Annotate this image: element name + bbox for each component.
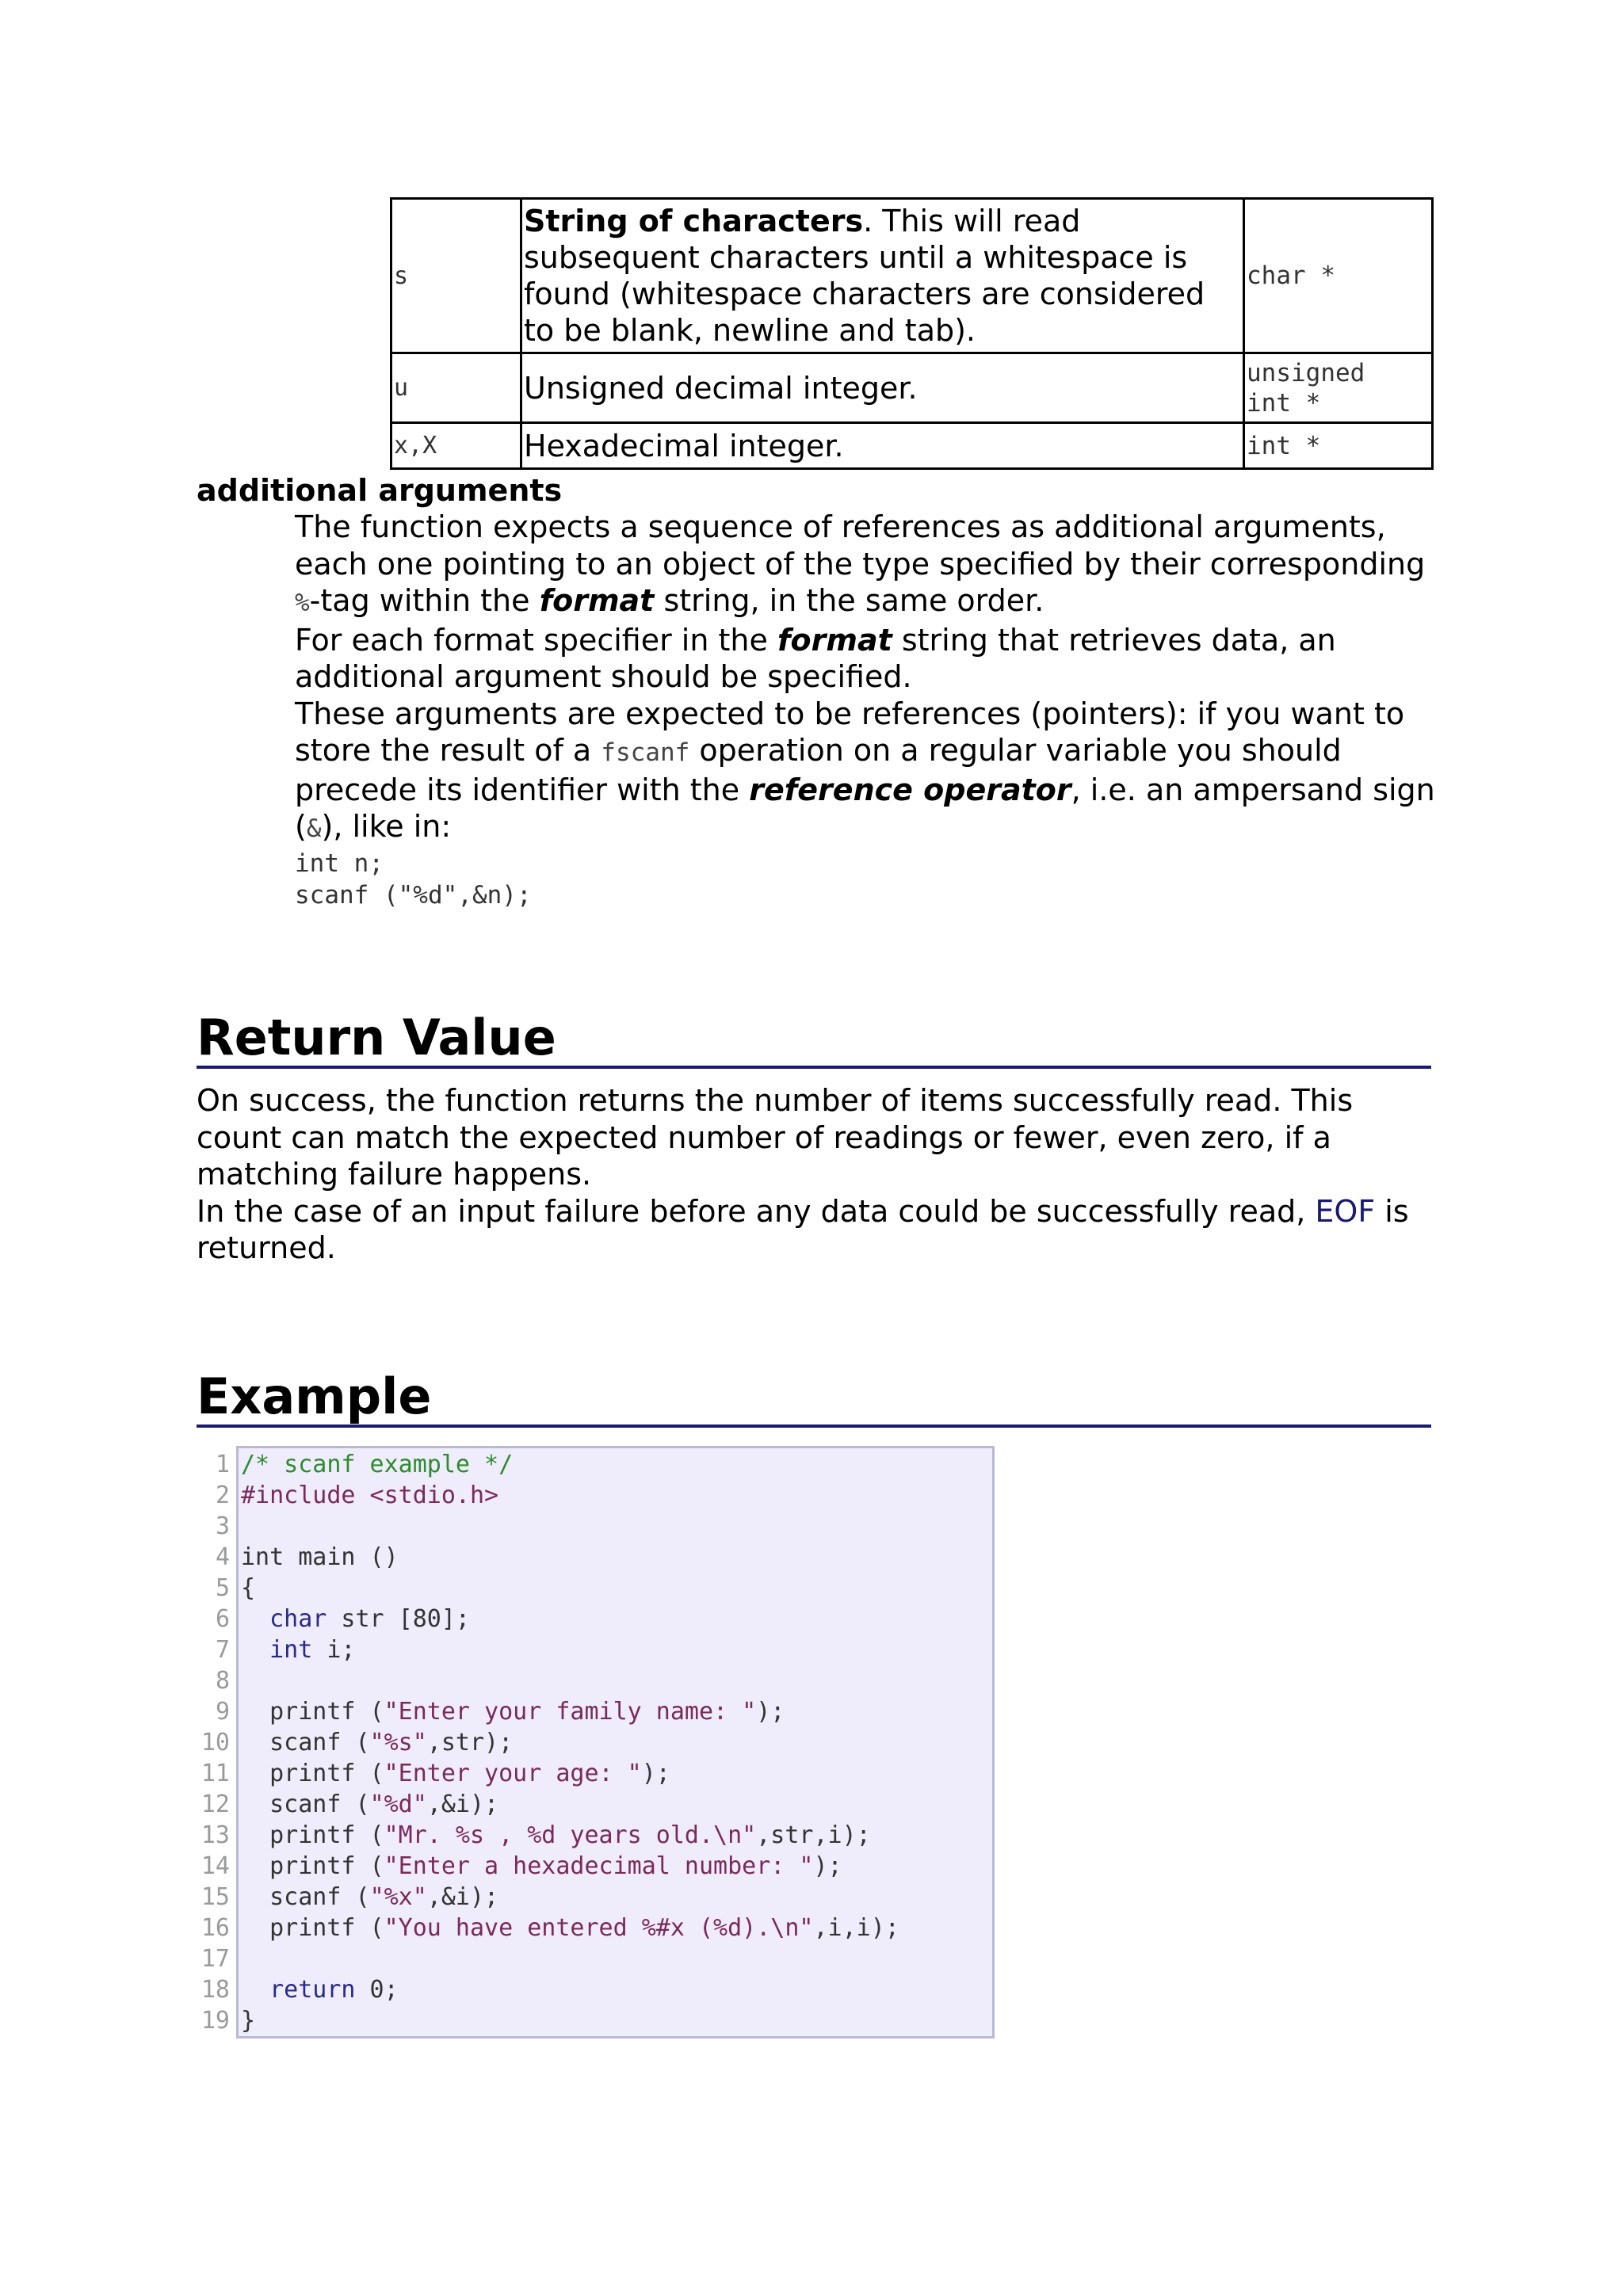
code-text: i; — [312, 1636, 356, 1664]
code-text: scanf ( — [269, 1729, 370, 1756]
line-number: 12 — [200, 1791, 230, 1818]
code-line — [241, 1696, 899, 1727]
paragraph — [295, 509, 1436, 622]
specifier-table — [390, 197, 1434, 470]
code-line — [241, 1943, 899, 1974]
code-line — [241, 1480, 899, 1511]
code-line: int main () — [241, 1543, 399, 1571]
text: is returned. — [197, 1193, 1409, 1265]
keyword: return — [269, 1976, 356, 2004]
code-line — [241, 1789, 899, 1820]
section-heading-example: Example — [197, 1369, 1431, 1428]
line-number: 1 — [215, 1451, 230, 1478]
line-number: 8 — [215, 1667, 230, 1695]
specifier-cell: x,X — [391, 423, 521, 469]
table-row — [391, 353, 1433, 423]
code-text: scanf ( — [269, 1791, 370, 1818]
paragraph — [295, 622, 1436, 696]
code-line — [241, 1727, 899, 1758]
paragraph — [197, 1193, 1433, 1267]
line-number: 4 — [215, 1543, 230, 1571]
parameter-term: additional arguments — [197, 473, 563, 508]
type-cell — [1244, 353, 1433, 423]
code-text: scanf ( — [269, 1883, 370, 1911]
emphasis: format — [539, 583, 655, 618]
section-heading-return-value: Return Value — [197, 1010, 1431, 1069]
paragraph — [295, 696, 1436, 848]
line-number: 11 — [200, 1760, 230, 1787]
code-line — [241, 1974, 899, 2005]
text: string that retrieves data, an additional argument should be specified. — [295, 622, 1336, 694]
code-line — [241, 1882, 899, 1913]
eof-link[interactable]: EOF — [1315, 1193, 1376, 1229]
type-line: int * — [1247, 431, 1321, 460]
description-bold: String of characters — [524, 204, 864, 238]
inline-code: & — [306, 814, 322, 843]
type-line: unsigned — [1247, 358, 1365, 387]
code-snippet — [295, 848, 1436, 911]
line-number: 19 — [200, 2007, 230, 2035]
text: In the case of an input failure before any data could be successfully read, — [197, 1193, 1316, 1229]
string-literal: "Mr. %s , %d years old.\n" — [384, 1821, 757, 1849]
code-listing — [241, 1449, 899, 2036]
code-text: ,i,i); — [813, 1914, 899, 1942]
return-value-text — [197, 1082, 1433, 1267]
line-number: 5 — [215, 1574, 230, 1602]
code-text: printf ( — [269, 1852, 384, 1880]
keyword: int — [269, 1636, 313, 1664]
code-line: { — [241, 1574, 256, 1602]
text: , i.e. an ampersand sign ( — [295, 772, 1435, 844]
code-text: ,&i); — [426, 1791, 499, 1818]
code-text: ,&i); — [426, 1883, 499, 1911]
text: string, in the same order. — [654, 583, 1044, 618]
code-text: printf ( — [269, 1821, 384, 1849]
line-number: 9 — [215, 1698, 230, 1726]
specifier-cell: u — [391, 353, 521, 423]
emphasis: reference operator — [749, 772, 1071, 807]
type-cell — [1244, 199, 1433, 353]
code-text: printf ( — [269, 1760, 384, 1787]
description-text: Unsigned decimal integer. — [524, 370, 918, 406]
code-line: scanf ("%d",&n); — [295, 880, 532, 910]
text: The function expects a sequence of references as additional arguments, each one pointing to an object of the type specified by their corresponding — [295, 509, 1426, 582]
type-line: int * — [1247, 388, 1321, 418]
code-line: } — [241, 2007, 256, 2035]
type-line: char * — [1247, 261, 1335, 290]
line-number: 2 — [215, 1482, 230, 1509]
code-text: printf ( — [269, 1914, 384, 1942]
table-row — [391, 423, 1433, 469]
string-literal: "%s" — [369, 1729, 427, 1756]
table-row — [391, 199, 1433, 353]
description-text: . This will read subsequent characters until a whitespace is found (whitespace characters are considered to be blank, newline and tab). — [524, 204, 1205, 348]
description-cell — [521, 353, 1244, 423]
code-text: ); — [641, 1760, 670, 1787]
comment: /* scanf example */ — [241, 1451, 514, 1478]
code-line: int n; — [295, 849, 384, 878]
code-line — [241, 1820, 899, 1851]
code-text: ,str); — [426, 1729, 514, 1756]
code-line — [241, 1511, 899, 1542]
code-text: ); — [813, 1852, 842, 1880]
text: operation on a regular variable you should precede its identifier with the — [295, 733, 1342, 807]
code-text: 0; — [355, 1976, 399, 2004]
string-literal: "Enter your family name: " — [384, 1698, 757, 1726]
code-text: ); — [756, 1698, 785, 1726]
line-number: 16 — [200, 1914, 230, 1942]
text: These arguments are expected to be references (pointers): if you want to store the result of a — [295, 696, 1405, 768]
description-text: Hexadecimal integer. — [524, 428, 844, 463]
code-line — [241, 1604, 899, 1634]
line-number: 17 — [200, 1945, 230, 1973]
string-literal: "Enter your age: " — [384, 1760, 642, 1787]
line-number: 10 — [200, 1729, 230, 1756]
description-cell — [521, 199, 1244, 353]
line-number: 7 — [215, 1636, 230, 1664]
emphasis: format — [777, 622, 892, 658]
line-number: 14 — [200, 1852, 230, 1880]
string-literal: "Enter a hexadecimal number: " — [384, 1852, 814, 1880]
code-text: printf ( — [269, 1698, 384, 1726]
keyword: char — [269, 1605, 327, 1633]
line-number-gutter — [197, 1449, 230, 2036]
code-line — [241, 1913, 899, 1943]
line-number: 18 — [200, 1976, 230, 2004]
inline-code: fscanf — [601, 738, 690, 767]
code-line — [241, 1634, 899, 1665]
string-literal: "%x" — [369, 1883, 427, 1911]
specifier-cell: s — [391, 199, 521, 353]
line-number: 15 — [200, 1883, 230, 1911]
line-number: 3 — [215, 1512, 230, 1540]
string-literal: "%d" — [369, 1791, 427, 1818]
code-line — [241, 1665, 899, 1696]
line-number: 6 — [215, 1605, 230, 1633]
string-literal: "You have entered %#x (%d).\n" — [384, 1914, 814, 1942]
description-cell — [521, 423, 1244, 469]
code-line — [241, 1851, 899, 1882]
line-number: 13 — [200, 1821, 230, 1849]
type-cell — [1244, 423, 1433, 469]
code-text: ,str,i); — [756, 1821, 871, 1849]
code-text: str [80]; — [327, 1605, 470, 1633]
parameter-description — [295, 509, 1436, 911]
paragraph: On success, the function returns the number of items successfully read. This count can match the expected number of readings or fewer, even zero, if a matching failure happens. — [197, 1083, 1354, 1192]
code-line — [241, 1758, 899, 1789]
preprocessor: #include <stdio.h> — [241, 1482, 499, 1509]
text: ), like in: — [321, 809, 452, 844]
inline-code: % — [295, 589, 310, 617]
text: For each format specifier in the — [295, 622, 777, 658]
code-line — [241, 1449, 899, 1480]
text: -tag within the — [309, 583, 540, 618]
